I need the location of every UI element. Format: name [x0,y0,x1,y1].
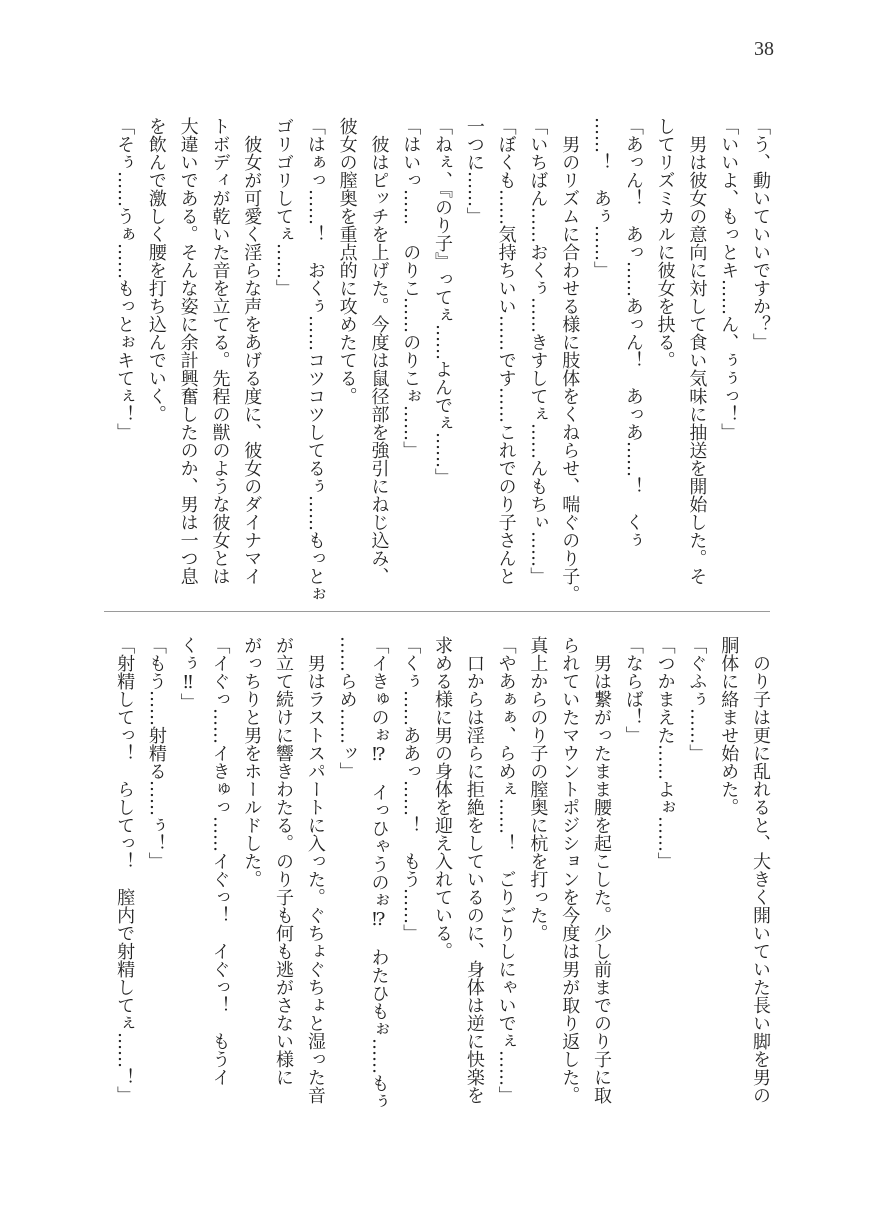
text-column: がっちりと男をホールドした。 [241,636,263,888]
text-column: トボディが乾いた音を立てる。先程の獣のような彼女とは [209,117,231,585]
text-column: くぅ‼」 [177,636,199,711]
text-column: 「う、動いていいですか？」 [750,117,771,351]
text-column: 「ぐふぅ……」 [686,636,708,762]
text-block-lower [108,636,776,1128]
text-column: ……！ あぅ……」 [591,117,613,279]
text-column: 胴体に絡ませ始めた。 [718,636,740,816]
text-block-upper [108,117,776,609]
text-column: 彼女の膣奥を重点的に攻めたてる。 [336,117,358,405]
text-column: 「そぅ……うぁ……もっとぉキてぇ！」 [114,117,136,441]
text-column: 「くぅ……ああっ……！ もう……」 [400,636,422,942]
text-column: 男のリズムに合わせる様に肢体をくねらせ、喘ぐのり子。 [559,135,581,603]
text-column: のり子は更に乱れると、大きく開いていた長い脚を男の [750,654,771,1104]
text-column: 「やあぁぁ、らめぇ……！ ごりごりしにゃいでぇ……」 [495,636,517,1104]
text-column: 彼女が可愛く淫らな声をあげる度に、彼女のダイナマイ [241,135,263,585]
text-column: 「ならば！」 [622,636,644,744]
page-number: 38 [754,38,774,60]
text-column: 口からは淫らに拒絶をしているのに、身体は逆に快楽を [463,654,485,1104]
text-column: 一つに……」 [463,117,485,225]
text-column: を飲んで激しく腰を打ち込んでいく。 [145,117,167,423]
text-column: 男は彼女の意向に対して食い気味に抽送を開始した。そ [686,135,708,585]
text-column: 彼はピッチを上げた。今度は鼠径部を強引にねじ込み、 [368,135,390,585]
text-column: してリズミカルに彼女を抉る。 [654,117,676,369]
text-column: 「ぼくも……気持ちいい……です……これでのり子さんと [495,117,517,585]
text-column: 求める様に男の身体を迎え入れている。 [432,636,454,960]
text-column: 「つかまえた……よぉ……」 [654,636,676,870]
text-column: ゴリゴリしてぇ……」 [273,117,295,297]
text-column: 「もう……射精る……ぅ！」 [145,636,167,870]
text-column: られていたマウントポジションを今度は男が取り返した。 [559,636,581,1104]
text-column: 「射精してっ！ らしてっ！ 膣内で射精してぇ……！」 [114,636,136,1104]
text-column: 「あっん！ あっ……あっん！ あっあ……！ くぅ [622,117,644,549]
text-column: 「イぐっ……イきゅっ……イぐっ！ イぐっ！ もうイ [209,636,231,1086]
text-column: ……らめ……ッ」 [336,636,358,780]
text-column: 「イきゅのぉ⁉ イっひゃうのぉ⁉ わたひもぉ……もぅ [368,636,390,1110]
text-column: 「ねぇ、『のり子』ってぇ……よんでぇ……」 [432,117,454,486]
text-column: 「いちばん……おくぅ……きすしてぇ……んもちぃ……」 [527,117,549,585]
text-column: 男はラストスパートに入った。ぐちょぐちょと湿った音 [304,654,326,1104]
text-column: 男は繋がったまま腰を起こした。少し前までのり子に取 [591,654,613,1104]
text-column: が立て続けに響きわたる。のり子も何も逃がさない様に [273,636,295,1086]
text-column: 大違いである。そんな姿に余計興奮したのか、男は一つ息 [177,117,199,585]
text-column: 真上からのり子の膣奥に杭を打った。 [527,636,549,942]
text-column: 「いいよ、もっとキ……ん、ぅぅっ！」 [718,117,740,441]
text-column: 「はぁっ……！ おくぅ……コツコツしてるぅ……もっとぉ [304,117,326,603]
section-divider [104,611,770,612]
text-column: 「はいっ…… のりこ……のりこぉ……」 [400,117,422,459]
